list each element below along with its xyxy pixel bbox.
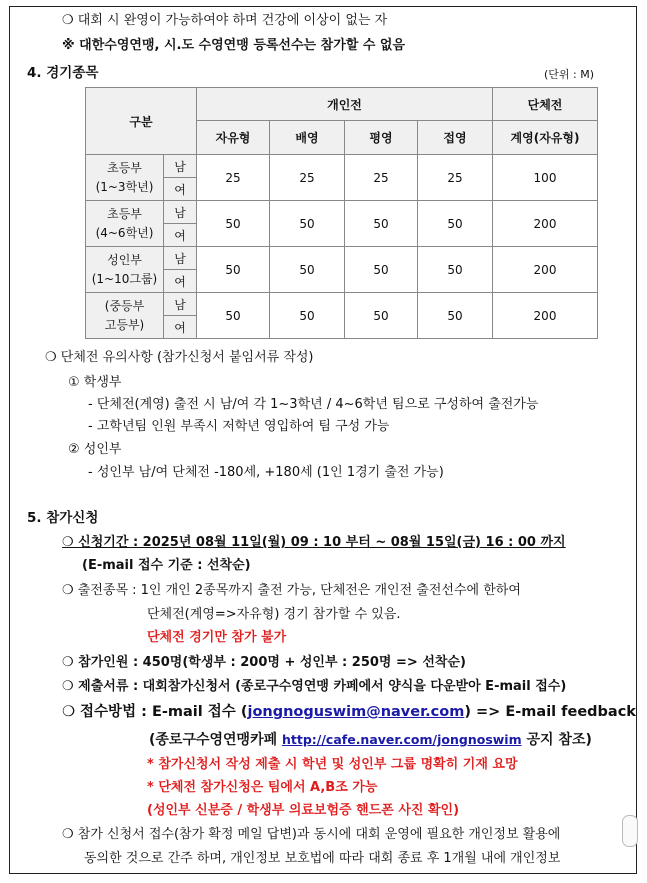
group-range: (4~6학년) (95, 225, 154, 240)
group-cell (86, 201, 164, 247)
group-cell (86, 247, 164, 293)
group-name: 성인부 (107, 252, 142, 267)
header-individual: 개인전 (197, 88, 493, 121)
scroll-handle[interactable] (622, 815, 638, 847)
table-row (86, 201, 598, 224)
intro-line-1: ❍ 대회 시 완영이 가능하여야 하며 건강에 이상이 없는 자 (62, 13, 388, 28)
sex-female: 여 (164, 224, 197, 247)
application-period-note: (E-mail 접수 기준 : 선착순) (82, 558, 251, 573)
value-cell: 50 (270, 201, 345, 247)
group-cell (86, 293, 164, 339)
sex-female: 여 (164, 316, 197, 339)
application-period: ❍ 신청기간 : 2025년 08월 11일(월) 09 : 10 부터 ~ 08월 15일(금) 16 : 00 까지 (62, 535, 566, 550)
header-freestyle: 자유형 (197, 121, 270, 155)
value-cell: 50 (418, 247, 493, 293)
required-documents: ❍ 제출서류 : 대회참가신청서 (종로구수영연맹 카페에서 양식을 다운받아 E-mail 접수) (62, 679, 567, 694)
events-line-1: ❍ 출전종목 : 1인 개인 2종목까지 출전 가능, 단체전은 개인전 출전선수에 한하여 (62, 583, 521, 598)
value-cell: 50 (418, 201, 493, 247)
sex-female: 여 (164, 270, 197, 293)
student-note-2: - 고학년팀 인원 부족시 저학년 영입하여 팀 구성 가능 (88, 419, 390, 434)
value-cell: 50 (270, 293, 345, 339)
table-row (86, 247, 598, 270)
submission-method (62, 702, 636, 722)
events-warning: 단체전 경기만 참가 불가 (147, 630, 287, 645)
team-notes-title: ❍ 단체전 유의사항 (참가신청서 붙임서류 작성) (45, 350, 314, 365)
value-cell: 25 (418, 155, 493, 201)
email-link[interactable]: jongnoguswim@naver.com (247, 704, 465, 720)
participant-count: ❍ 참가인원 : 450명(학생부 : 200명 + 성인부 : 250명 => 선착순) (62, 655, 466, 670)
value-cell: 25 (197, 155, 270, 201)
header-breaststroke: 평영 (345, 121, 418, 155)
adult-division-heading: ② 성인부 (68, 442, 122, 457)
privacy-line-1: ❍ 참가 신청서 접수(참가 확정 메일 답변)과 동시에 대회 운영에 필요한 개인정보 활용에 (62, 827, 561, 842)
value-cell: 50 (345, 293, 418, 339)
warning-id-check: (성인부 신분증 / 학생부 의료보험증 핸드폰 사진 확인) (147, 803, 460, 818)
value-cell: 50 (197, 293, 270, 339)
group-name: 초등부 (107, 160, 142, 175)
sex-male: 남 (164, 155, 197, 178)
value-cell: 50 (270, 247, 345, 293)
header-butterfly: 접영 (418, 121, 493, 155)
header-category: 구분 (86, 88, 197, 155)
student-division-heading: ① 학생부 (68, 375, 122, 390)
value-cell: 200 (493, 247, 598, 293)
group-cell (86, 155, 164, 201)
section5-title: 5. 참가신청 (27, 510, 99, 526)
unit-label: (단위 : M) (544, 68, 595, 81)
group-range: (1~3학년) (95, 179, 154, 194)
sex-female: 여 (164, 178, 197, 201)
student-note-1: - 단체전(계영) 출전 시 남/여 각 1~3학년 / 4~6학년 팀으로 구성하여 출전가능 (88, 397, 539, 412)
warning-team-ab: * 단체전 참가신청은 팀에서 A,B조 가능 (147, 780, 378, 795)
group-name: (중등부 (104, 298, 145, 313)
header-relay: 계영(자유형) (493, 121, 598, 155)
submission-method-prefix: ❍ 접수방법 : E-mail 접수 ( (62, 704, 248, 720)
table-row (86, 293, 598, 316)
events-line-2: 단체전(계영=>자유형) 경기 참가할 수 있음. (147, 607, 401, 622)
sex-male: 남 (164, 247, 197, 270)
privacy-line-2: 동의한 것으로 간주 하며, 개인정보 보호법에 따라 대회 종료 후 1개월 내에 개인정보 (84, 851, 561, 866)
competition-table (85, 87, 598, 339)
group-range: 고등부) (104, 317, 145, 332)
value-cell: 200 (493, 293, 598, 339)
sex-male: 남 (164, 293, 197, 316)
submission-method-suffix: ) => E-mail feedback (464, 704, 636, 720)
cafe-reference-suffix: 공지 참조) (521, 732, 592, 748)
header-team: 단체전 (493, 88, 598, 121)
value-cell: 50 (345, 201, 418, 247)
table-row (86, 155, 598, 178)
cafe-reference-prefix: (종로구수영연맹카페 (149, 732, 282, 748)
section4-title: 4. 경기종목 (27, 65, 99, 81)
value-cell: 50 (197, 247, 270, 293)
cafe-reference (149, 730, 592, 750)
group-name: 초등부 (107, 206, 142, 221)
adult-note-1: - 성인부 남/여 단체전 -180세, +180세 (1인 1경기 출전 가능) (88, 465, 444, 480)
value-cell: 200 (493, 201, 598, 247)
value-cell: 25 (345, 155, 418, 201)
group-range: (1~10그룹) (91, 271, 158, 286)
value-cell: 25 (270, 155, 345, 201)
sex-male: 남 (164, 201, 197, 224)
cafe-link[interactable]: http://cafe.naver.com/jongnoswim (282, 732, 522, 747)
intro-line-2: ※ 대한수영연맹, 시.도 수영연맹 등록선수는 참가할 수 없음 (62, 38, 406, 53)
header-backstroke: 배영 (270, 121, 345, 155)
warning-grade-group: * 참가신청서 작성 제출 시 학년 및 성인부 그룹 명확히 기재 요망 (147, 757, 518, 772)
value-cell: 100 (493, 155, 598, 201)
value-cell: 50 (197, 201, 270, 247)
value-cell: 50 (418, 293, 493, 339)
value-cell: 50 (345, 247, 418, 293)
